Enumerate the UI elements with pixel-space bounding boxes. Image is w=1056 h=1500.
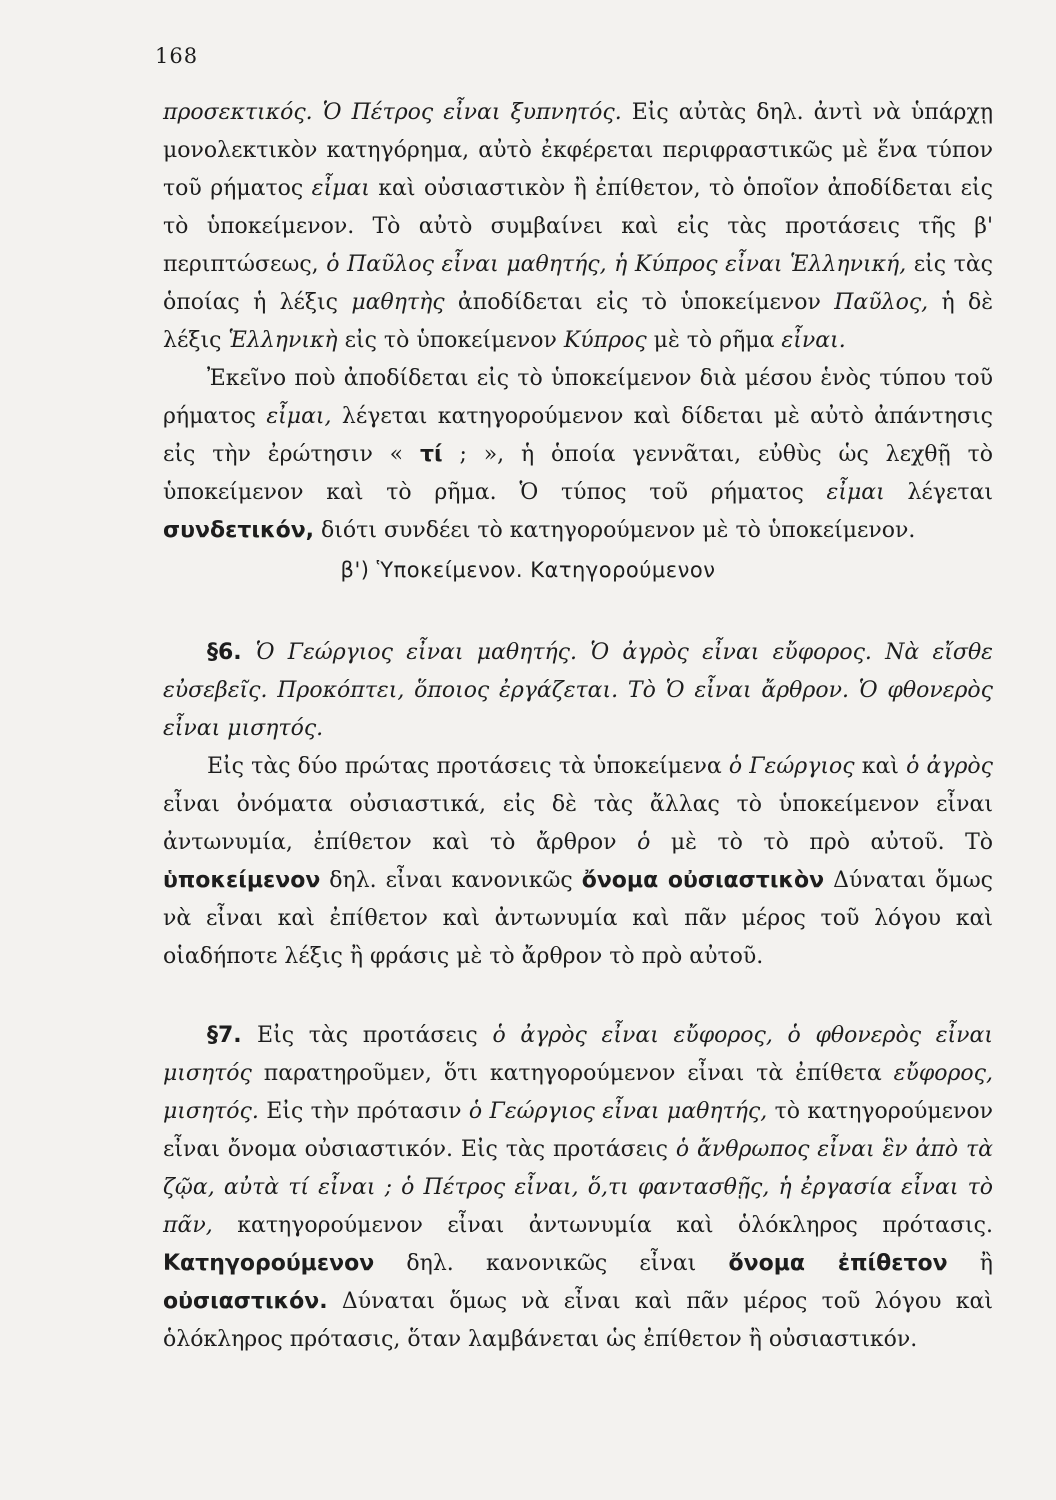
italic-example: Ἑλληνικὴ bbox=[228, 328, 338, 353]
text-run: μὲ τὸ ρῆμα bbox=[646, 328, 782, 353]
text-run: εἶναι ὀνόματα οὐσιαστικά, εἰς δὲ τὰς ἄλλας τὸ ὑποκείμενον εἶναι ἀντωνυμία, ἐπίθετον καὶ τὸ ἄρθρον bbox=[163, 792, 993, 855]
text-run: μὲ τὸ τὸ πρὸ αὐτοῦ. Τὸ bbox=[650, 830, 994, 855]
text-run: διότι συνδέει τὸ κατηγορούμενον μὲ τὸ ὑποκείμενον. bbox=[314, 518, 916, 543]
italic-example: ὁ Γεώργιος εἶναι μαθητής, bbox=[468, 1099, 768, 1124]
italic-example: Παῦλος, bbox=[834, 290, 929, 315]
paragraph bbox=[163, 634, 993, 748]
italic-example: προσεκτικός. bbox=[163, 100, 323, 125]
bold-term: ὄνομα ἐπίθετον bbox=[728, 1251, 948, 1276]
text-run: Δύναται ὅμως νὰ εἶναι καὶ ἐπίθετον καὶ ἀντωνυμία καὶ πᾶν μέρος τοῦ λόγου καὶ οἱαδήποτε λέξις ἢ φράσις μὲ τὸ ἄρθρον τὸ πρὸ αὐτοῦ. bbox=[163, 868, 994, 969]
italic-example: ὁ Παῦλος εἶναι μαθητής, ἡ Κύπρος εἶναι Ἑλληνική, bbox=[326, 252, 907, 277]
italic-example: εἶμαι, bbox=[266, 404, 332, 429]
italic-example: ὁ ἀγρὸς bbox=[906, 754, 994, 779]
paragraph bbox=[163, 1017, 993, 1359]
italic-example: ὁ ἄνθρωπος εἶναι ἓν ἀπὸ τὰ ζῷα, αὐτὰ τί εἶναι ; ὁ Πέτρος εἶναι, ὅ,τι φαντασθῇς, ἡ ἐργασία εἶναι τὸ πᾶν, bbox=[163, 1137, 993, 1238]
text-run: καὶ οὐσιαστικὸν ἢ ἐπίθετον, τὸ ὁποῖον ἀποδίδεται εἰς τὸ ὑποκείμενον. Τὸ αὐτὸ συμβαίνει καὶ εἰς τὰς προτάσεις τῆς β' περιπτώσεως, bbox=[163, 176, 993, 277]
paragraph bbox=[163, 94, 993, 360]
text-block-2 bbox=[163, 634, 993, 976]
italic-example: Κύπρος bbox=[563, 328, 647, 353]
page-number: 168 bbox=[155, 44, 199, 68]
bold-term: συνδετικόν, bbox=[163, 518, 315, 543]
italic-example: εὔφορος, μισητός. bbox=[163, 1061, 993, 1124]
bold-term: §6. bbox=[207, 640, 256, 665]
italic-example: Ὁ Γεώργιος εἶναι μαθητής. Ὁ ἀγρὸς εἶναι εὔφορος. Νὰ εἴσθε εὐσεβεῖς. Προκόπτει, ὅποιος ἐργάζεται. Τὸ Ὁ εἶναι ἄρθρον. Ὁ φθονερὸς εἶναι μισητός. bbox=[163, 640, 993, 741]
text-run: εἰς τὰς ὁποίας ἡ λέξις bbox=[163, 252, 993, 315]
text-run: ἡ δὲ λέξις bbox=[163, 290, 994, 353]
text-run: παρατηροῦμεν, ὅτι κατηγορούμενον εἶναι τὰ ἐπίθετα bbox=[251, 1061, 894, 1086]
paragraph bbox=[163, 360, 993, 550]
text-run: δηλ. εἶναι κανονικῶς bbox=[320, 868, 582, 893]
text-run: λέγεται bbox=[884, 480, 993, 505]
text-run: τὸ κατηγορούμενον εἶναι ὄνομα οὐσιαστικόν. Εἰς τὰς προτάσεις bbox=[163, 1099, 994, 1162]
text-run: δηλ. κανονικῶς εἶναι bbox=[374, 1251, 729, 1276]
bold-term: τί bbox=[419, 442, 443, 467]
section-heading: β') Ὑποκείμενον. Κατηγορούμενον bbox=[340, 558, 716, 582]
italic-example: ὁ Γεώργιος bbox=[728, 754, 855, 779]
text-run: Εἰς αὐτὰς δηλ. ἀντὶ νὰ ὑπάρχῃ μονολεκτικὸν κατηγόρημα, αὐτὸ ἐκφέρεται περιφραστικῶς μὲ ἕνα τύπον τοῦ ρήματος bbox=[163, 100, 993, 201]
text-run: Δύναται ὅμως νὰ εἶναι καὶ πᾶν μέρος τοῦ λόγου καὶ ὁλόκληρος πρότασις, ὅταν λαμβάνεται ὡς ἐπίθετον ἢ οὐσιαστικόν. bbox=[163, 1289, 993, 1352]
bold-term: §7. bbox=[207, 1023, 258, 1048]
italic-example: ὁ ἀγρὸς εἶναι εὔφορος, ὁ φθονερὸς εἶναι μισητός bbox=[163, 1023, 993, 1086]
text-run: λέγεται κατηγορούμενον καὶ δίδεται μὲ αὐτὸ ἀπάντησις εἰς τὴν ἐρώτησιν « bbox=[163, 404, 993, 467]
bold-term: ὑποκείμενον bbox=[163, 868, 321, 893]
paragraph bbox=[163, 748, 993, 976]
text-run: Εἰς τὰς δύο πρώτας προτάσεις τὰ ὑποκείμενα bbox=[207, 754, 729, 779]
text-run: ἀποδίδεται εἰς τὸ ὑποκείμενον bbox=[444, 290, 835, 315]
text-run: Ἐκεῖνο ποὺ ἀποδίδεται εἰς τὸ ὑποκείμενον διὰ μέσου ἑνὸς τύπου τοῦ ρήματος bbox=[163, 366, 993, 429]
text-run: κατηγορούμενον εἶναι ἀντωνυμία καὶ ὁλόκληρος πρότασις. bbox=[212, 1213, 993, 1238]
text-run: καὶ bbox=[854, 754, 907, 779]
bold-term: οὐσιαστικόν. bbox=[163, 1289, 328, 1314]
text-run: ; », ἡ ὁποία γεννᾶται, εὐθὺς ὡς λεχθῇ τὸ ὑποκείμενον καὶ τὸ ρῆμα. Ὁ τύπος τοῦ ρήματος bbox=[163, 442, 993, 505]
italic-example: Ὁ Πέτρος εἶναι ξυπνητός. bbox=[322, 100, 632, 125]
text-run: Εἰς τὰς προτάσεις bbox=[257, 1023, 493, 1048]
italic-example: εἶμαι bbox=[311, 176, 370, 201]
text-run: Εἰς τὴν πρότασιν bbox=[258, 1099, 469, 1124]
italic-example: μαθητὴς bbox=[351, 290, 445, 315]
italic-example: ὁ bbox=[637, 830, 651, 855]
text-block-1 bbox=[163, 94, 993, 550]
italic-example: εἶναι. bbox=[781, 328, 846, 353]
text-run: ἢ bbox=[947, 1251, 993, 1276]
text-block-3 bbox=[163, 1017, 993, 1359]
bold-term: ὄνομα οὐσιαστικὸν bbox=[581, 868, 825, 893]
italic-example: εἶμαι bbox=[826, 480, 885, 505]
bold-term: Κατηγορούμενον bbox=[163, 1251, 375, 1276]
text-run: εἰς τὸ ὑποκείμενον bbox=[337, 328, 564, 353]
